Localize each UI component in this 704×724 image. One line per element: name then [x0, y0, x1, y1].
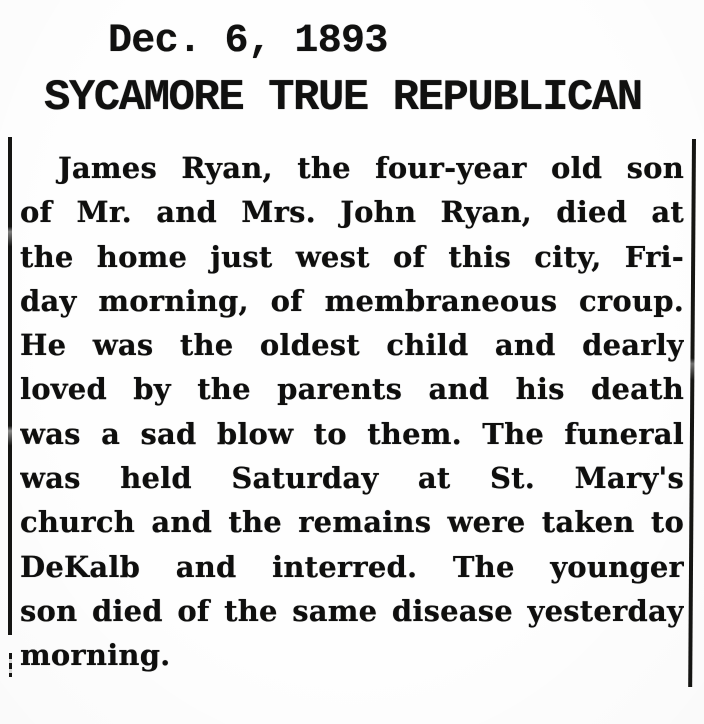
article-line: loved by the parents and his death [20, 372, 684, 407]
article-line: son died of the same disease yesterday [20, 593, 684, 628]
left-column-rule-tail [9, 653, 12, 677]
left-column-rule [8, 137, 12, 635]
article-line: was held Saturday at St. Mary's [20, 461, 684, 496]
article-line: church and the remains were taken to [20, 505, 684, 540]
article-line: DeKalb and interred. The younger [20, 549, 684, 584]
article-line: morning. [20, 638, 171, 673]
article-line: was a sad blow to them. The funeral [20, 416, 684, 451]
article-line: He was the oldest child and dearly [20, 328, 684, 363]
newspaper-title: SYCAMORE TRUE REPUBLICAN [44, 73, 642, 123]
article-line: of Mr. and Mrs. John Ryan, died at [20, 195, 684, 230]
obituary-article [20, 146, 684, 678]
right-column-rule [688, 139, 696, 687]
article-line: James Ryan, the four-year old son [58, 151, 684, 185]
article-line: day morning, of membraneous croup. [20, 283, 684, 318]
article-line: the home just west of this city, Fri- [20, 239, 684, 274]
clipping-date: Dec. 6, 1893 [108, 19, 388, 64]
